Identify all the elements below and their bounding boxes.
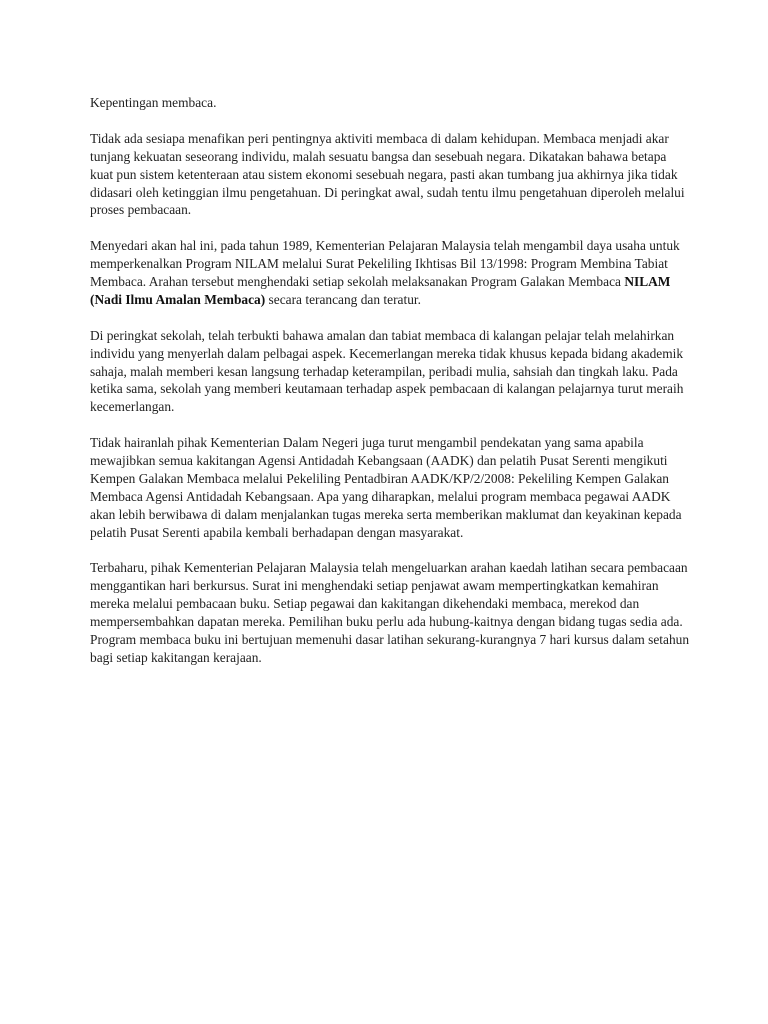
document-title: Kepentingan membaca.	[90, 95, 217, 110]
nilam-bold-term: NILAM (Nadi Ilmu Amalan Membaca)	[90, 274, 671, 307]
paragraph-2	[90, 237, 690, 309]
paragraph-2-text-before: Menyedari akan hal ini, pada tahun 1989, Kementerian Pelajaran Malaysia telah mengambil daya usaha untuk memperkenalkan Program NILAM melalui Surat Pekeliling Ikhtisas Bil 13/1998: Program Membina Tabiat Membaca. Arahan tersebut menghendaki setiap sekolah melaksanakan Program Galakan Membaca	[90, 238, 680, 290]
paragraph-3: Di peringkat sekolah, telah terbukti bahawa amalan dan tabiat membaca di kalangan pelajar telah melahirkan individu yang menyerlah dalam pelbagai aspek. Kecemerlangan mereka tidak khusus kepada bidang akademik sahaja, malah memberi kesan langsung terhadap keterampilan, peribadi mulia, sahsiah dan tingkah laku. Pada ketika sama, sekolah yang memberi keutamaan terhadap aspek pembacaan di kalangan pelajarnya turut meraih kecemerlangan.	[90, 327, 684, 415]
paragraph-5: Terbaharu, pihak Kementerian Pelajaran Malaysia telah mengeluarkan arahan kaedah latihan secara pembacaan menggantikan hari berkursus. Surat ini menghendaki setiap penjawat awam mempertingkatkan kemahiran mereka melalui pembacaan buku. Setiap pegawai dan kakitangan dikehendaki membaca, merekod dan mempersembahkan dapatan mereka. Pemilihan buku perlu ada hubung-kaitnya dengan bidang tugas sedia ada. Program membaca buku ini bertujuan memenuhi dasar latihan sekurang-kurangnya 7 hari kursus dalam setahun bagi setiap kakitangan kerajaan.	[90, 560, 690, 666]
paragraph-1: Tidak ada sesiapa menafikan peri pentingnya aktiviti membaca di dalam kehidupan. Membaca menjadi akar tunjang kekuatan seseorang individu, malah sesuatu bangsa dan sesebuah negara. Dikatakan bahawa betapa kuat pun sistem ketenteraan atau sistem ekonomi sesebuah negara, pasti akan tumbang jua akhirnya jika tidak didasari oleh ketinggian ilmu pengetahuan. Di peringkat awal, sudah tentu ilmu pengetahuan diperoleh melalui proses pembacaan.	[90, 130, 685, 218]
document-body	[90, 94, 690, 685]
paragraph-4: Tidak hairanlah pihak Kementerian Dalam Negeri juga turut mengambil pendekatan yang sama apabila mewajibkan semua kakitangan Agensi Antidadah Kebangsaan (AADK) dan pelatih Pusat Serenti mengikuti Kempen Galakan Membaca melalui Pekeliling Pentadbiran AADK/KP/2/2008: Pekeliling Kempen Galakan Membaca Agensi Antidadah Kebangsaan. Apa yang diharapkan, melalui program membaca pegawai AADK akan lebih berwibawa di dalam menjalankan tugas mereka serta memberikan maklumat dan keyakinan kepada pelatih Pusat Serenti apabila kembali berhadapan dengan masyarakat.	[90, 435, 682, 540]
paragraph-2-text-after: secara terancang dan teratur.	[265, 291, 421, 307]
